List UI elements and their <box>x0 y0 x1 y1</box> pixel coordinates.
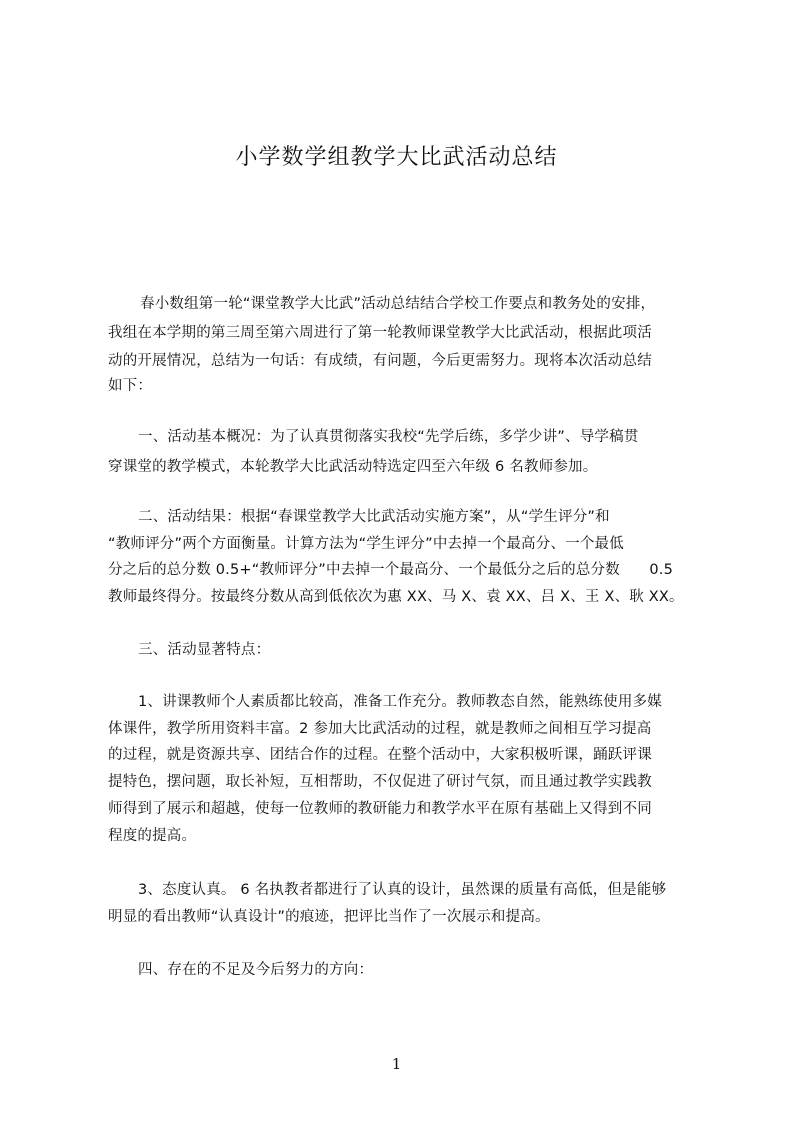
section-heading: 四、存在的不足及今后努力的方向： <box>138 962 374 978</box>
paragraph-line: 如下： <box>108 378 153 394</box>
paragraph-line: 1、讲课教师个人素质都比较高，准备工作充分。教师教态自然，能熟练使用多媒 <box>138 694 662 710</box>
paragraph-line: 提特色，摆问题，取长补短，互相帮助，不仅促进了研讨气氛，而且通过教学实践教 <box>108 774 652 790</box>
paragraph-line: 教师最终得分。按最终分数从高到低依次为惠 XX、马 X、袁 XX、吕 X、王 X、耿 XX。 <box>108 589 684 605</box>
paragraph-line: 一、活动基本概况：为了认真贯彻落实我校“先学后练，多学少讲”、导学稿贯 <box>138 429 639 445</box>
paragraph-line: 明显的看出教师“认真设计”的痕迹，把评比当作了一次展示和提高。 <box>108 909 550 925</box>
paragraph-line: 体课件，教学所用资料丰富。2 参加大比武活动的过程，就是教师之间相互学习提高 <box>108 721 652 737</box>
paragraph-line: 穿课堂的教学模式，本轮教学大比武活动特选定四至六年级 6 名教师参加。 <box>108 459 598 475</box>
paragraph-line: “教师评分”两个方面衡量。计算方法为“学生评分”中去掉一个最高分、一个最低 <box>108 536 624 552</box>
paragraph-line: 分之后的总分数 0.5+“教师评分”中去掉一个最高分、一个最低分之后的总分数 0.5 <box>108 562 673 578</box>
paragraph-line: 程度的提高。 <box>108 828 197 844</box>
paragraph-line: 春小数组第一轮“课堂教学大比武”活动总结结合学校工作要点和教务处的安排， <box>140 296 656 312</box>
paragraph-line: 3、态度认真。 6 名执教者都进行了认真的设计，虽然课的质量有高低，但是能够 <box>138 882 667 898</box>
paragraph-line: 我组在本学期的第三周至第六周进行了第一轮教师课堂教学大比武活动，根据此项活 <box>108 325 652 341</box>
paragraph-line: 师得到了展示和超越，使每一位教师的教研能力和教学水平在原有基础上又得到不同 <box>108 801 652 817</box>
document-title: 小学数学组教学大比武活动总结 <box>235 145 558 170</box>
paragraph-line: 二、活动结果：根据“春课堂教学大比武活动实施方案”，从“学生评分”和 <box>138 509 610 525</box>
paragraph-line: 动的开展情况，总结为一句话：有成绩，有问题，今后更需努力。现将本次活动总结 <box>108 353 652 369</box>
paragraph-line: 的过程，就是资源共享、团结合作的过程。在整个活动中，大家积极听课，踊跃评课 <box>108 747 652 763</box>
section-heading: 三、活动显著特点： <box>138 642 271 658</box>
page-number: 1 <box>391 1055 402 1073</box>
